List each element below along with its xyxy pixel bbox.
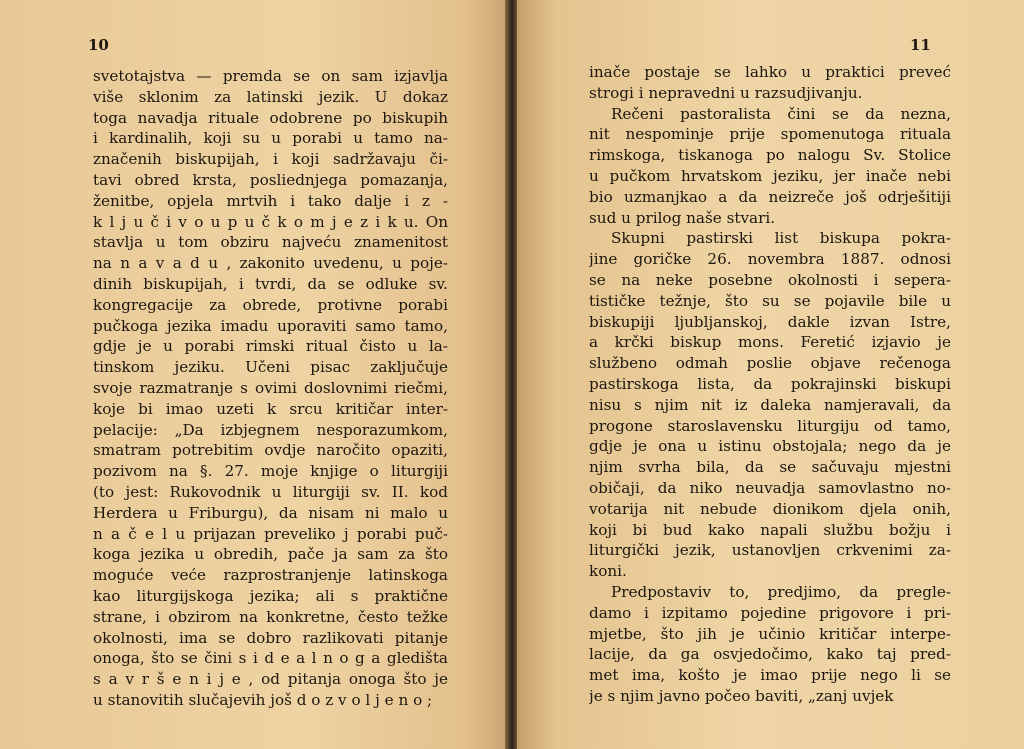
text-line: dinih biskupijah, i tvrdi, da se odluke sv. — [93, 274, 448, 293]
text-line: pastirskoga lista, da pokrajinski biskupi — [589, 374, 951, 393]
left-page-text — [93, 66, 448, 711]
text-line: toga navadja rituale odobrene po biskupih — [93, 108, 448, 127]
text-line: votarija nit nebude dionikom djela onih, — [589, 499, 951, 518]
text-line: liturgički jezik, ustanovljen crkvenimi za- — [589, 541, 951, 560]
text-line: u pučkom hrvatskom jeziku, jer inače nebi — [589, 166, 951, 185]
text-line: koji bi bud kako napali službu božju i — [589, 520, 951, 539]
text-line: u stanovitih slučajevih još d o z v o l j e n o ; — [93, 690, 433, 709]
text-line: kao liturgijskoga jezika; ali s praktične — [93, 586, 448, 605]
text-line: smatram potrebitim ovdje naročito opaziti, — [93, 441, 448, 460]
text-line: mjetbe, što jih je učinio kritičar interpe- — [589, 624, 951, 643]
text-line: više sklonim za latinski jezik. U dokaz — [93, 87, 448, 106]
text-line: gdje je u porabi rimski ritual čisto u la- — [93, 337, 448, 356]
text-line: Skupni pastirski list biskupa pokra- — [611, 229, 951, 248]
text-line: lacije, da ga osvjedočimo, kako taj pred- — [589, 645, 951, 664]
text-line: inače postaje se lahko u praktici preveć — [589, 63, 951, 81]
text-line: okolnosti, ima se dobro razlikovati pitanje — [93, 628, 448, 647]
text-line: sud u prilog naše stvari. — [589, 208, 776, 227]
text-line: na n a v a d u , zakonito uvedenu, u poje- — [93, 254, 448, 273]
text-line: jine goričke 26. novembra 1887. odnosi — [589, 250, 951, 269]
text-line: pelacije: „Da izbjegnem nesporazumkom, — [93, 420, 448, 439]
text-line: n a č e l u prijazan preveliko j porabi puč- — [93, 524, 448, 543]
text-line: Predpostaviv to, predjimo, da pregle- — [611, 582, 951, 601]
text-line: nit nespominje prije spomenutoga rituala — [589, 125, 951, 144]
text-line: strane, i obzirom na konkretne, često težke — [93, 607, 448, 626]
right-page-text — [589, 62, 951, 707]
text-line: tističke težnje, što su se pojavile bile u — [589, 291, 951, 310]
text-line: koni. — [589, 562, 627, 581]
text-line: je s njim javno počeo baviti, „zanj uvjek — [589, 686, 894, 705]
text-line: biskupiji ljubljanskoj, dakle izvan Istre, — [589, 312, 951, 331]
page-number-right: 11 — [910, 36, 931, 54]
text-line: onoga, što se čini s i d e a l n o g a gledišta — [93, 649, 448, 668]
text-line: ženitbe, opjela mrtvih i tako dalje i z - — [93, 191, 448, 210]
text-line: bio uzmanjkao a da neizreče još odrješitiji — [589, 187, 951, 206]
text-line: svoje razmatranje s ovimi doslovnimi riečmi, — [93, 378, 448, 397]
left-page — [0, 0, 507, 749]
text-line: rimskoga, tiskanoga po nalogu Sv. Stolice — [589, 146, 951, 165]
text-line: damo i izpitamo pojedine prigovore i pri- — [589, 603, 951, 622]
text-line: moguće veće razprostranjenje latinskoga — [93, 566, 448, 585]
text-line: Rečeni pastoralista čini se da nezna, — [611, 104, 951, 123]
text-line: progone staroslavensku liturgiju od tamo, — [589, 416, 951, 435]
text-line: svetotajstva — premda se on sam izjavlja — [93, 67, 448, 85]
text-line: se na neke posebne okolnosti i seperа- — [589, 270, 951, 289]
text-line: gdje je ona u istinu obstojala; nego da je — [589, 437, 951, 456]
text-line: (to jest: Rukovodnik u liturgiji sv. II. kod — [93, 482, 448, 501]
text-line: kongregacije za obrede, protivne porabi — [93, 295, 448, 314]
text-line: tinskom jeziku. Učeni pisac zaključuje — [93, 358, 448, 377]
text-line: njim svrha bila, da se sačuvaju mjestni — [589, 458, 951, 477]
text-line: koga jezika u obredih, pače ja sam za što — [93, 545, 448, 564]
text-line: pozivom na §. 27. moje knjige o liturgiji — [93, 462, 448, 481]
text-line: Herdera u Friburgu), da nisam ni malo u — [93, 503, 448, 522]
right-page — [517, 0, 1024, 749]
text-line: s a v r š e n i j e , od pitanja onoga što je — [93, 670, 448, 689]
text-line: običaji, da niko neuvadja samovlastno no- — [589, 478, 951, 497]
text-line: službeno odmah poslie objave rečenoga — [589, 354, 951, 373]
text-line: k l j u č i v o u p u č k o m j e z i k u. On — [93, 212, 448, 231]
text-line: strogi i nepravedni u razsudjivanju. — [589, 83, 863, 102]
text-line: a krčki biskup mons. Feretić izjavio je — [589, 333, 951, 352]
page-number-left: 10 — [88, 36, 109, 54]
text-line: tavi obred krsta, posliednjega pomazanja, — [93, 170, 448, 189]
text-line: nisu s njim nit iz daleka namjeravali, da — [589, 395, 951, 414]
text-line: pučkoga jezika imadu uporaviti samo tamo, — [93, 316, 448, 335]
text-line: značenih biskupijah, i koji sadržavaju či- — [93, 150, 448, 169]
text-line: met ima, košto je imao prije nego li se — [589, 666, 951, 685]
text-line: i kardinalih, koji su u porabi u tamo na- — [93, 129, 448, 148]
text-line: koje bi imao uzeti k srcu kritičar inter- — [93, 399, 448, 418]
text-line: stavlja u tom obziru najveću znamenitost — [93, 233, 448, 252]
